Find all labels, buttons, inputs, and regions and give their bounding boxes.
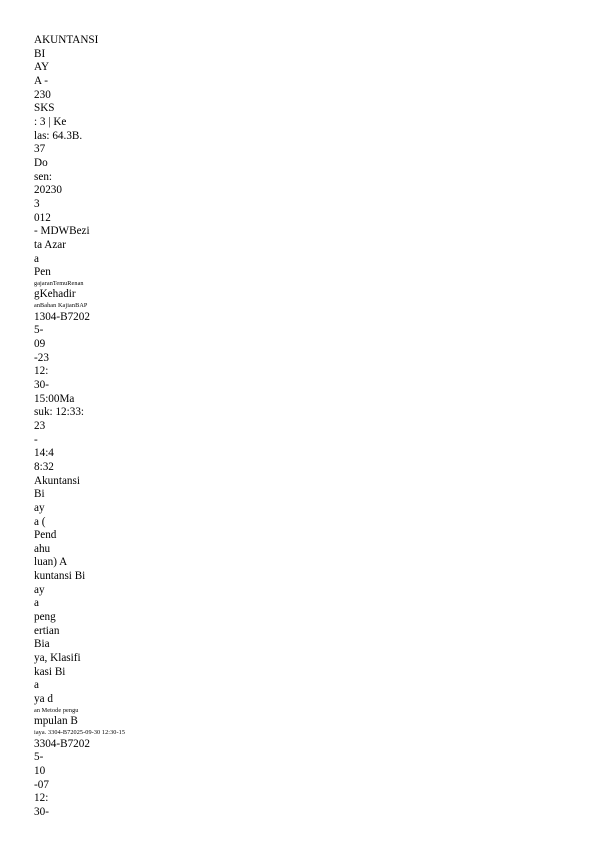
text-line: anBahan KajianBAP bbox=[34, 302, 88, 310]
document-page bbox=[34, 34, 574, 819]
text-line: ya d bbox=[34, 693, 53, 706]
text-line: ya, Klasifi bbox=[34, 652, 81, 665]
text-line: gajaranTemuRenan bbox=[34, 279, 84, 287]
text-line: 8:32 bbox=[34, 460, 54, 473]
text-line: ahu bbox=[34, 542, 51, 555]
text-line: 09 bbox=[34, 337, 46, 350]
text-line: Akuntansi bbox=[34, 474, 80, 487]
text-line: A - bbox=[34, 74, 48, 87]
text-line: 3 bbox=[34, 197, 40, 210]
text-line: gKehadir bbox=[34, 288, 76, 301]
text-line: 12: bbox=[34, 792, 49, 805]
text-line: 10 bbox=[34, 764, 46, 777]
text-line: iaya. 3304-B72025-09-30 12:30-15 bbox=[34, 728, 126, 736]
text-line: AKUNTANSI bbox=[34, 34, 99, 46]
text-line: peng bbox=[34, 611, 56, 624]
text-line: 230 bbox=[34, 88, 51, 101]
text-line: AY bbox=[34, 61, 50, 74]
text-line: Pen bbox=[34, 266, 51, 279]
text-line: : 3 | Ke bbox=[34, 115, 67, 128]
text-line: mpulan B bbox=[34, 715, 78, 728]
text-line: 15:00Ma bbox=[34, 392, 75, 405]
text-line: -07 bbox=[34, 778, 49, 791]
text-line: 12: bbox=[34, 365, 49, 378]
text-line: Bia bbox=[34, 638, 50, 651]
text-line: 012 bbox=[34, 211, 51, 224]
text-line: ertian bbox=[34, 624, 60, 637]
text-line: 5- bbox=[34, 751, 44, 764]
text-line: luan) A bbox=[34, 556, 68, 569]
text-line: Bi bbox=[34, 488, 45, 501]
text-line: 20230 bbox=[34, 184, 62, 197]
text-line: Do bbox=[34, 156, 48, 169]
text-line: ay bbox=[34, 501, 45, 514]
text-line: las: 64.3B. bbox=[34, 129, 83, 142]
text-line: 14:4 bbox=[34, 447, 54, 460]
text-line: SKS bbox=[34, 102, 55, 115]
text-line: ay bbox=[34, 583, 45, 596]
text-line: - MDWBezi bbox=[34, 225, 90, 238]
text-line: an Metode pengu bbox=[34, 706, 79, 714]
text-line: BI bbox=[34, 47, 46, 60]
text-line: sen: bbox=[34, 170, 53, 183]
text-line: -23 bbox=[34, 351, 49, 364]
text-line: 30- bbox=[34, 805, 49, 818]
text-line: 30- bbox=[34, 378, 49, 391]
text-line: 5- bbox=[34, 324, 44, 337]
text-line: a ( bbox=[34, 515, 46, 528]
text-line: 1304-B7202 bbox=[34, 310, 90, 323]
text-line: 37 bbox=[34, 143, 46, 156]
text-line: 3304-B7202 bbox=[34, 737, 90, 750]
text-line: a bbox=[34, 597, 39, 610]
text-line: kuntansi Bi bbox=[34, 570, 86, 583]
text-line: 23 bbox=[34, 419, 46, 432]
text-line: a bbox=[34, 679, 39, 692]
text-line: kasi Bi bbox=[34, 665, 66, 678]
text-line: suk: 12:33: bbox=[34, 406, 85, 419]
text-line: Pend bbox=[34, 529, 57, 542]
text-line: ta Azar bbox=[34, 238, 66, 251]
text-line: a bbox=[34, 252, 39, 265]
text-line: - bbox=[34, 433, 38, 446]
